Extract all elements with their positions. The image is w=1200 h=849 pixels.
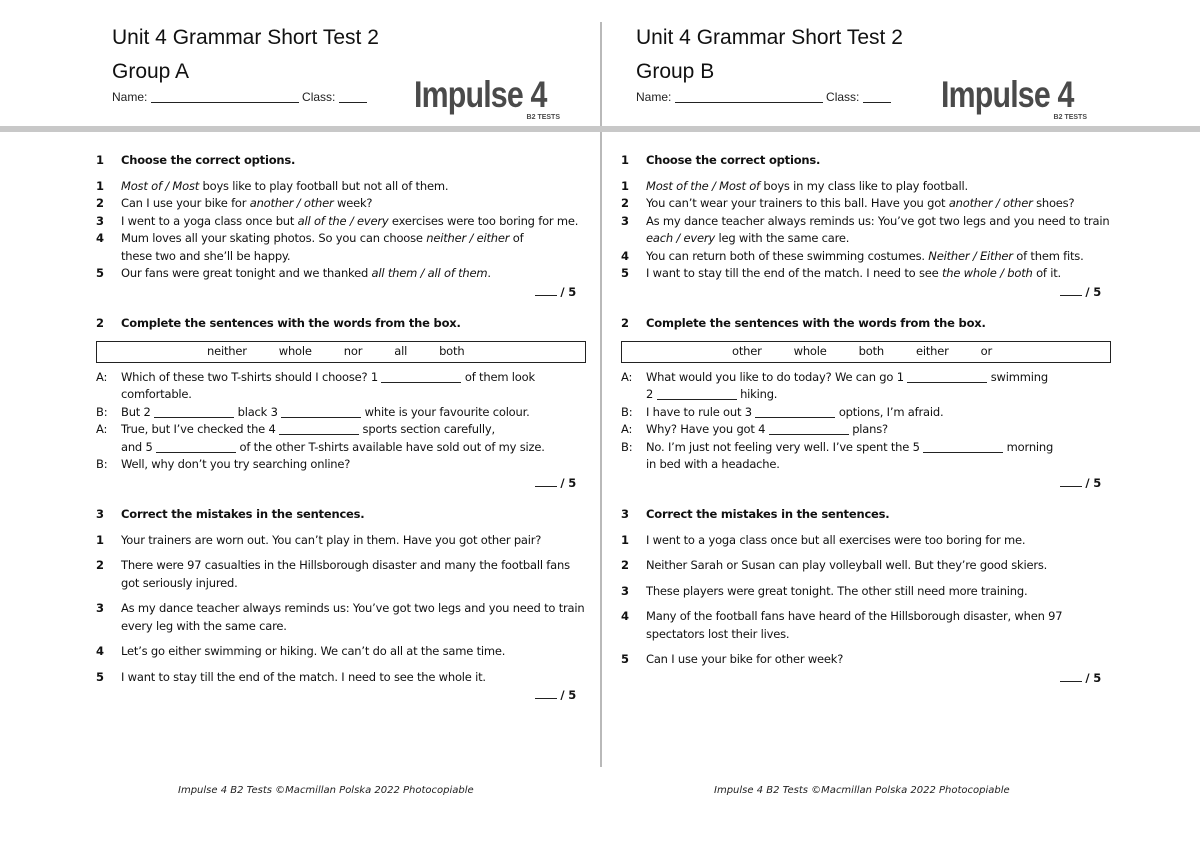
dialogue-line: B: But 2 black 3 white is your favourite colour.: [96, 404, 530, 419]
list-item: 1 Most of / Most boys like to play football but not all of them.: [96, 178, 449, 193]
dialogue-line: A: What would you like to do today? We can go 1 swimming 2 hiking.: [621, 369, 1048, 401]
list-item: 4 Mum loves all your skating photos. So you can choose neither / either of these two and she’ll be happy.: [96, 231, 524, 263]
class-field[interactable]: [863, 102, 891, 103]
blank-field[interactable]: [657, 399, 737, 400]
footer-copyright: Impulse 4 B2 Tests ©Macmillan Polska 2022 Photocopiable: [178, 785, 474, 796]
list-item: 5 Our fans were great tonight and we thanked all them / all of them.: [96, 266, 491, 280]
option-choice[interactable]: each / every: [646, 231, 716, 245]
score-box: / 5: [621, 284, 1111, 302]
dialogue-line: B: I have to rule out 3 options, I’m afraid.: [621, 404, 944, 419]
list-item: 2 You can’t wear your trainers to this ball. Have you got another / other shoes?: [621, 196, 1075, 210]
score-box: / 5: [96, 284, 586, 302]
exercise-instruction: Complete the sentences with the words from the box.: [646, 316, 986, 330]
score-box: / 5: [96, 475, 586, 493]
exercise-1-heading: 1 Choose the correct options.: [96, 152, 586, 170]
blank-field[interactable]: [381, 382, 461, 383]
blank-field[interactable]: [279, 434, 359, 435]
exercise-instruction: Correct the mistakes in the sentences.: [121, 507, 365, 521]
test-content: [621, 152, 1111, 687]
name-label: Name:: [636, 90, 672, 104]
word-box-word: all: [394, 343, 408, 358]
impulse-logo: [414, 74, 564, 126]
option-choice[interactable]: another / other: [948, 196, 1033, 210]
list-item: 3 These players were great tonight. The other still need more training.: [621, 583, 1028, 598]
word-box-word: neither: [207, 343, 247, 358]
option-choice[interactable]: Most of / Most: [121, 178, 200, 193]
footer-copyright: Impulse 4 B2 Tests ©Macmillan Polska 2022 Photocopiable: [714, 785, 1010, 796]
list-item: 3 I went to a yoga class once but all of the / every exercises were too boring for me.: [96, 213, 579, 228]
score-field[interactable]: [535, 486, 557, 487]
list-item: 1 Most of the / Most of boys in my class like to play football.: [621, 178, 968, 193]
blank-field[interactable]: [154, 417, 234, 418]
score-box: / 5: [621, 670, 1111, 688]
exercise-2-heading: 2 Complete the sentences with the words from the box.: [621, 315, 1111, 333]
name-field[interactable]: [151, 102, 299, 103]
list-item: 5 I want to stay till the end of the match. I need to see the whole it.: [96, 669, 486, 684]
dialogue-line: B: Well, why don’t you try searching online?: [96, 457, 351, 471]
blank-field[interactable]: [755, 417, 835, 418]
logo-subtitle: B2 TESTS: [1053, 114, 1087, 121]
score-field[interactable]: [1060, 295, 1082, 296]
option-choice[interactable]: another / other: [249, 196, 334, 210]
word-box-word: or: [980, 343, 993, 358]
exercise-3-heading: 3 Correct the mistakes in the sentences.: [621, 506, 1111, 524]
word-box: [96, 341, 586, 363]
list-item: 1 I went to a yoga class once but all exercises were too boring for me.: [621, 532, 1026, 547]
list-item: 1 Your trainers are worn out. You can’t play in them. Have you got other pair?: [96, 532, 542, 547]
dialogue-line: A: True, but I’ve checked the 4 sports section carefully, and 5 of the other T-shirts available have sold out of my size.: [96, 422, 545, 454]
list-item: 3 As my dance teacher always reminds us: You’ve got two legs and you need to train each / every leg with the same care.: [621, 213, 1110, 245]
blank-field[interactable]: [281, 417, 361, 418]
logo-subtitle: B2 TESTS: [526, 114, 560, 121]
exercise-3-heading: 3 Correct the mistakes in the sentences.: [96, 506, 586, 524]
group-label: Group A: [112, 60, 190, 83]
blank-field[interactable]: [156, 452, 236, 453]
list-item: 2 Neither Sarah or Susan can play volleyball well. But they’re good skiers.: [621, 558, 1048, 572]
impulse-logo: [941, 74, 1091, 126]
word-box-word: whole: [793, 343, 827, 358]
word-box-word: either: [916, 343, 949, 358]
exercise-instruction: Choose the correct options.: [646, 153, 821, 167]
word-box: [621, 341, 1111, 363]
option-choice[interactable]: all of the / every: [297, 213, 389, 228]
test-content: [96, 152, 586, 705]
score-field[interactable]: [535, 295, 557, 296]
option-choice[interactable]: Neither / Either: [928, 248, 1013, 263]
group-label: Group B: [636, 60, 715, 83]
word-box-word: both: [439, 343, 465, 358]
word-box-word: whole: [278, 343, 312, 358]
exercise-instruction: Complete the sentences with the words from the box.: [121, 316, 461, 330]
blank-field[interactable]: [923, 452, 1003, 453]
dialogue-line: A: Why? Have you got 4 plans?: [621, 422, 888, 436]
score-field[interactable]: [1060, 681, 1082, 682]
page-title: Unit 4 Grammar Short Test 2: [636, 26, 903, 49]
name-field[interactable]: [675, 102, 823, 103]
list-item: 4 Many of the football fans have heard of the Hillsborough disaster, when 97 spectators lost their lives.: [621, 609, 1063, 641]
class-field[interactable]: [339, 102, 367, 103]
score-box: / 5: [621, 475, 1111, 493]
name-class-line: [112, 90, 367, 104]
blank-field[interactable]: [769, 434, 849, 435]
logo-text: Impulse 4: [414, 74, 547, 115]
dialogue-line: B: No. I’m just not feeling very well. I’ve spent the 5 morning in bed with a headache.: [621, 439, 1054, 471]
list-item: 3 As my dance teacher always reminds us: You’ve got two legs and you need to train every leg with the same care.: [96, 601, 585, 633]
logo-text: Impulse 4: [941, 74, 1074, 115]
word-box-word: nor: [343, 343, 363, 358]
name-class-line: [636, 90, 891, 104]
exercise-2-heading: 2 Complete the sentences with the words from the box.: [96, 315, 586, 333]
score-field[interactable]: [535, 698, 557, 699]
list-item: 2 There were 97 casualties in the Hillsborough disaster and many the football fans got seriously injured.: [96, 558, 570, 590]
class-label: Class:: [302, 90, 336, 104]
exercise-instruction: Correct the mistakes in the sentences.: [646, 507, 890, 521]
exercise-instruction: Choose the correct options.: [121, 153, 296, 167]
class-label: Class:: [826, 90, 860, 104]
score-field[interactable]: [1060, 486, 1082, 487]
list-item: 4 Let’s go either swimming or hiking. We can’t do all at the same time.: [96, 644, 506, 658]
list-item: 2 Can I use your bike for another / other week?: [96, 196, 373, 210]
dialogue-line: A: Which of these two T-shirts should I choose? 1 of them look comfortable.: [96, 369, 535, 401]
blank-field[interactable]: [907, 382, 987, 383]
option-choice[interactable]: the whole / both: [941, 266, 1033, 280]
word-box-word: both: [858, 343, 884, 358]
list-item: 5 Can I use your bike for other week?: [621, 652, 844, 666]
list-item: 5 I want to stay till the end of the match. I need to see the whole / both of it.: [621, 266, 1061, 280]
word-box-word: other: [732, 343, 762, 358]
name-label: Name:: [112, 90, 148, 104]
exercise-1-heading: 1 Choose the correct options.: [621, 152, 1111, 170]
option-choice[interactable]: all them / all of them: [371, 266, 488, 280]
group-b-test: [600, 0, 1200, 849]
option-choice[interactable]: neither / either: [426, 231, 510, 245]
score-box: / 5: [96, 687, 586, 705]
option-choice[interactable]: Most of the / Most of: [646, 178, 760, 193]
page-title: Unit 4 Grammar Short Test 2: [112, 26, 379, 49]
list-item: 4 You can return both of these swimming costumes. Neither / Either of them fits.: [621, 248, 1084, 263]
